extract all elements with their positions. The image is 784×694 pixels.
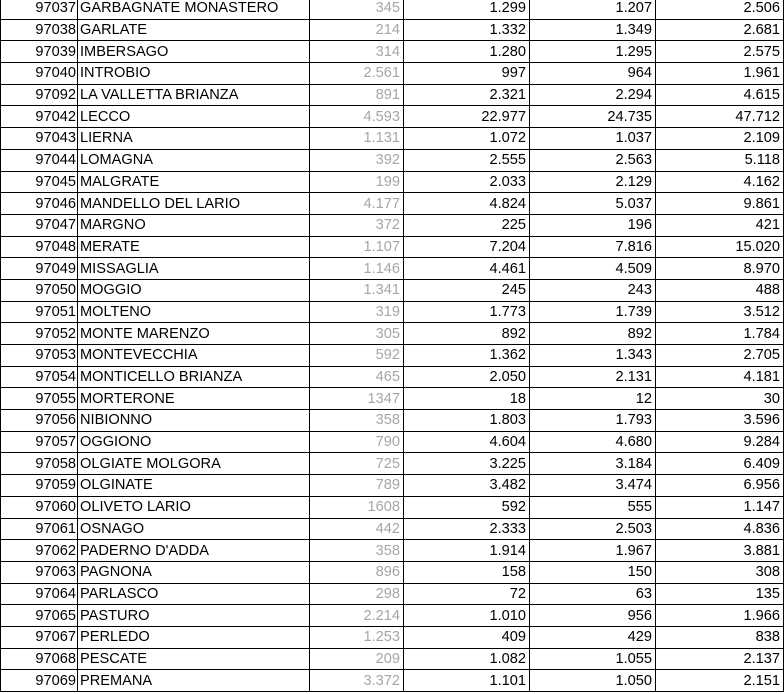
- value-col-4-cell[interactable]: 1.739: [530, 301, 656, 323]
- gray-value-cell[interactable]: 465: [310, 366, 404, 388]
- gray-value-cell[interactable]: 4.593: [310, 106, 404, 128]
- municipality-name-cell[interactable]: IMBERSAGO: [78, 41, 310, 63]
- value-col-4-cell[interactable]: 1.037: [530, 128, 656, 150]
- gray-value-cell[interactable]: 319: [310, 301, 404, 323]
- value-col-4-cell[interactable]: 4.680: [530, 431, 656, 453]
- value-col-5-cell[interactable]: 2.705: [656, 345, 784, 367]
- gray-value-cell[interactable]: 789: [310, 475, 404, 497]
- value-col-4-cell[interactable]: 1.295: [530, 41, 656, 63]
- municipality-name-cell[interactable]: MORTERONE: [78, 388, 310, 410]
- value-col-5-cell[interactable]: 9.861: [656, 193, 784, 215]
- municipality-code-cell[interactable]: 97069: [1, 670, 78, 692]
- table-row: [1, 431, 784, 453]
- municipality-code-cell[interactable]: 97053: [1, 345, 78, 367]
- value-col-5-cell[interactable]: 3.881: [656, 540, 784, 562]
- gray-value-cell[interactable]: 345: [310, 0, 404, 19]
- gray-value-cell[interactable]: 1347: [310, 388, 404, 410]
- gray-value-cell[interactable]: 1608: [310, 496, 404, 518]
- table-row: [1, 236, 784, 258]
- value-col-5-cell[interactable]: 6.409: [656, 453, 784, 475]
- table-row: [1, 626, 784, 648]
- table-row: [1, 670, 784, 692]
- municipality-name-cell[interactable]: PESCATE: [78, 648, 310, 670]
- municipality-code-cell[interactable]: 97050: [1, 279, 78, 301]
- value-col-4-cell[interactable]: 243: [530, 279, 656, 301]
- table-row: [1, 540, 784, 562]
- value-col-3-cell[interactable]: 1.010: [404, 605, 530, 627]
- value-col-3-cell[interactable]: 245: [404, 279, 530, 301]
- municipality-code-cell[interactable]: 97061: [1, 518, 78, 540]
- municipality-code-cell[interactable]: 97047: [1, 214, 78, 236]
- municipality-code-cell[interactable]: 97038: [1, 19, 78, 41]
- value-col-3-cell[interactable]: 2.333: [404, 518, 530, 540]
- gray-value-cell[interactable]: 372: [310, 214, 404, 236]
- municipality-name-cell[interactable]: OGGIONO: [78, 431, 310, 453]
- value-col-5-cell[interactable]: 308: [656, 561, 784, 583]
- municipality-name-cell[interactable]: MOLTENO: [78, 301, 310, 323]
- value-col-5-cell[interactable]: 135: [656, 583, 784, 605]
- municipality-code-cell[interactable]: 97067: [1, 626, 78, 648]
- table-row: [1, 19, 784, 41]
- table-row: [1, 41, 784, 63]
- value-col-5-cell[interactable]: 2.151: [656, 670, 784, 692]
- municipality-name-cell[interactable]: MONTEVECCHIA: [78, 345, 310, 367]
- gray-value-cell[interactable]: 4.177: [310, 193, 404, 215]
- municipality-name-cell[interactable]: PARLASCO: [78, 583, 310, 605]
- value-col-4-cell[interactable]: 2.563: [530, 149, 656, 171]
- municipality-name-cell[interactable]: MOGGIO: [78, 279, 310, 301]
- municipality-code-cell[interactable]: 97064: [1, 583, 78, 605]
- value-col-4-cell[interactable]: 1.967: [530, 540, 656, 562]
- value-col-5-cell[interactable]: 838: [656, 626, 784, 648]
- value-col-4-cell[interactable]: 1.207: [530, 0, 656, 19]
- value-col-4-cell[interactable]: 1.343: [530, 345, 656, 367]
- value-col-5-cell[interactable]: 488: [656, 279, 784, 301]
- gray-value-cell[interactable]: 314: [310, 41, 404, 63]
- table-row: [1, 149, 784, 171]
- value-col-3-cell[interactable]: 4.604: [404, 431, 530, 453]
- value-col-3-cell[interactable]: 22.977: [404, 106, 530, 128]
- table-row: [1, 301, 784, 323]
- value-col-5-cell[interactable]: 9.284: [656, 431, 784, 453]
- municipality-code-cell[interactable]: 97058: [1, 453, 78, 475]
- municipality-code-cell[interactable]: 97059: [1, 475, 78, 497]
- municipality-code-cell[interactable]: 97060: [1, 496, 78, 518]
- municipality-name-cell[interactable]: OLGINATE: [78, 475, 310, 497]
- value-col-5-cell[interactable]: 2.506: [656, 0, 784, 19]
- value-col-3-cell[interactable]: 4.824: [404, 193, 530, 215]
- gray-value-cell[interactable]: 1.253: [310, 626, 404, 648]
- table-row: [1, 475, 784, 497]
- value-col-5-cell[interactable]: 3.596: [656, 410, 784, 432]
- value-col-4-cell[interactable]: 5.037: [530, 193, 656, 215]
- municipality-name-cell[interactable]: PREMANA: [78, 670, 310, 692]
- municipality-name-cell[interactable]: PAGNONA: [78, 561, 310, 583]
- value-col-5-cell[interactable]: 2.109: [656, 128, 784, 150]
- municipality-code-cell[interactable]: 97044: [1, 149, 78, 171]
- municipality-name-cell[interactable]: NIBIONNO: [78, 410, 310, 432]
- table-row: [1, 171, 784, 193]
- value-col-4-cell[interactable]: 3.474: [530, 475, 656, 497]
- value-col-5-cell[interactable]: 2.575: [656, 41, 784, 63]
- table-row: [1, 0, 784, 19]
- gray-value-cell[interactable]: 790: [310, 431, 404, 453]
- value-col-4-cell[interactable]: 12: [530, 388, 656, 410]
- value-col-4-cell[interactable]: 1.793: [530, 410, 656, 432]
- table-row: [1, 345, 784, 367]
- value-col-3-cell[interactable]: 1.362: [404, 345, 530, 367]
- gray-value-cell[interactable]: 725: [310, 453, 404, 475]
- table-row: [1, 323, 784, 345]
- gray-value-cell[interactable]: 358: [310, 410, 404, 432]
- table-body: [1, 0, 784, 692]
- gray-value-cell[interactable]: 209: [310, 648, 404, 670]
- gray-value-cell[interactable]: 358: [310, 540, 404, 562]
- value-col-5-cell[interactable]: 1.961: [656, 63, 784, 85]
- value-col-3-cell[interactable]: 18: [404, 388, 530, 410]
- value-col-3-cell[interactable]: 2.033: [404, 171, 530, 193]
- municipality-code-cell[interactable]: 97092: [1, 84, 78, 106]
- value-col-5-cell[interactable]: 2.137: [656, 648, 784, 670]
- value-col-5-cell[interactable]: 2.681: [656, 19, 784, 41]
- municipality-code-cell[interactable]: 97057: [1, 431, 78, 453]
- value-col-5-cell[interactable]: 4.181: [656, 366, 784, 388]
- value-col-4-cell[interactable]: 1.055: [530, 648, 656, 670]
- value-col-4-cell[interactable]: 1.349: [530, 19, 656, 41]
- value-col-3-cell[interactable]: 3.482: [404, 475, 530, 497]
- municipality-name-cell[interactable]: MONTE MARENZO: [78, 323, 310, 345]
- value-col-4-cell[interactable]: 3.184: [530, 453, 656, 475]
- municipality-name-cell[interactable]: LOMAGNA: [78, 149, 310, 171]
- municipality-code-cell[interactable]: 97052: [1, 323, 78, 345]
- gray-value-cell[interactable]: 2.561: [310, 63, 404, 85]
- value-col-3-cell[interactable]: 1.299: [404, 0, 530, 19]
- value-col-3-cell[interactable]: 4.461: [404, 258, 530, 280]
- value-col-3-cell[interactable]: 1.280: [404, 41, 530, 63]
- gray-value-cell[interactable]: 1.146: [310, 258, 404, 280]
- value-col-3-cell[interactable]: 1.803: [404, 410, 530, 432]
- municipality-name-cell[interactable]: MANDELLO DEL LARIO: [78, 193, 310, 215]
- table-row: [1, 410, 784, 432]
- value-col-3-cell[interactable]: 1.914: [404, 540, 530, 562]
- value-col-4-cell[interactable]: 63: [530, 583, 656, 605]
- gray-value-cell[interactable]: 199: [310, 171, 404, 193]
- value-col-4-cell[interactable]: 7.816: [530, 236, 656, 258]
- value-col-5-cell[interactable]: 5.118: [656, 149, 784, 171]
- table-row: [1, 518, 784, 540]
- municipality-code-cell[interactable]: 97056: [1, 410, 78, 432]
- table-row: [1, 84, 784, 106]
- value-col-3-cell[interactable]: 1.082: [404, 648, 530, 670]
- value-col-3-cell[interactable]: 1.332: [404, 19, 530, 41]
- table-row: [1, 63, 784, 85]
- gray-value-cell[interactable]: 1.107: [310, 236, 404, 258]
- municipality-name-cell[interactable]: MONTICELLO BRIANZA: [78, 366, 310, 388]
- table-row: [1, 388, 784, 410]
- municipality-code-cell[interactable]: 97042: [1, 106, 78, 128]
- table-row: [1, 193, 784, 215]
- table-row: [1, 561, 784, 583]
- value-col-5-cell[interactable]: 421: [656, 214, 784, 236]
- value-col-3-cell[interactable]: 158: [404, 561, 530, 583]
- table-row: [1, 453, 784, 475]
- gray-value-cell[interactable]: 891: [310, 84, 404, 106]
- table-row: [1, 496, 784, 518]
- municipality-name-cell[interactable]: GARBAGNATE MONASTERO: [78, 0, 310, 19]
- gray-value-cell[interactable]: 1.131: [310, 128, 404, 150]
- municipality-name-cell[interactable]: MALGRATE: [78, 171, 310, 193]
- table-row: [1, 258, 784, 280]
- table-row: [1, 106, 784, 128]
- value-col-3-cell[interactable]: 3.225: [404, 453, 530, 475]
- municipality-name-cell[interactable]: PERLEDO: [78, 626, 310, 648]
- municipality-code-cell[interactable]: 97046: [1, 193, 78, 215]
- value-col-3-cell[interactable]: 1.101: [404, 670, 530, 692]
- municipality-code-cell[interactable]: 97051: [1, 301, 78, 323]
- gray-value-cell[interactable]: 298: [310, 583, 404, 605]
- value-col-4-cell[interactable]: 2.503: [530, 518, 656, 540]
- municipality-name-cell[interactable]: GARLATE: [78, 19, 310, 41]
- table-row: [1, 366, 784, 388]
- municipality-code-cell[interactable]: 97043: [1, 128, 78, 150]
- value-col-4-cell[interactable]: 892: [530, 323, 656, 345]
- value-col-4-cell[interactable]: 150: [530, 561, 656, 583]
- value-col-3-cell[interactable]: 409: [404, 626, 530, 648]
- value-col-5-cell[interactable]: 30: [656, 388, 784, 410]
- value-col-4-cell[interactable]: 2.129: [530, 171, 656, 193]
- value-col-5-cell[interactable]: 47.712: [656, 106, 784, 128]
- gray-value-cell[interactable]: 1.341: [310, 279, 404, 301]
- gray-value-cell[interactable]: 592: [310, 345, 404, 367]
- municipality-name-cell[interactable]: MARGNO: [78, 214, 310, 236]
- value-col-4-cell[interactable]: 964: [530, 63, 656, 85]
- municipality-code-cell[interactable]: 97062: [1, 540, 78, 562]
- value-col-4-cell[interactable]: 555: [530, 496, 656, 518]
- value-col-5-cell[interactable]: 1.966: [656, 605, 784, 627]
- value-col-3-cell[interactable]: 1.773: [404, 301, 530, 323]
- gray-value-cell[interactable]: 2.214: [310, 605, 404, 627]
- municipality-code-cell[interactable]: 97039: [1, 41, 78, 63]
- value-col-4-cell[interactable]: 4.509: [530, 258, 656, 280]
- value-col-4-cell[interactable]: 429: [530, 626, 656, 648]
- municipality-code-cell[interactable]: 97065: [1, 605, 78, 627]
- municipality-name-cell[interactable]: INTROBIO: [78, 63, 310, 85]
- value-col-5-cell[interactable]: 4.615: [656, 84, 784, 106]
- municipality-code-cell[interactable]: 97068: [1, 648, 78, 670]
- municipality-code-cell[interactable]: 97048: [1, 236, 78, 258]
- municipality-name-cell[interactable]: PASTURO: [78, 605, 310, 627]
- value-col-3-cell[interactable]: 997: [404, 63, 530, 85]
- municipality-name-cell[interactable]: OLIVETO LARIO: [78, 496, 310, 518]
- municipality-name-cell[interactable]: MERATE: [78, 236, 310, 258]
- gray-value-cell[interactable]: 214: [310, 19, 404, 41]
- value-col-4-cell[interactable]: 2.294: [530, 84, 656, 106]
- municipality-name-cell[interactable]: LA VALLETTA BRIANZA: [78, 84, 310, 106]
- gray-value-cell[interactable]: 305: [310, 323, 404, 345]
- municipality-name-cell[interactable]: PADERNO D'ADDA: [78, 540, 310, 562]
- value-col-4-cell[interactable]: 24.735: [530, 106, 656, 128]
- municipality-code-cell[interactable]: 97040: [1, 63, 78, 85]
- value-col-3-cell[interactable]: 2.050: [404, 366, 530, 388]
- value-col-4-cell[interactable]: 2.131: [530, 366, 656, 388]
- municipality-code-cell[interactable]: 97055: [1, 388, 78, 410]
- table-row: [1, 214, 784, 236]
- value-col-5-cell[interactable]: 6.956: [656, 475, 784, 497]
- gray-value-cell[interactable]: 3.372: [310, 670, 404, 692]
- table-row: [1, 128, 784, 150]
- value-col-3-cell[interactable]: 2.321: [404, 84, 530, 106]
- table-row: [1, 583, 784, 605]
- municipality-code-cell[interactable]: 97054: [1, 366, 78, 388]
- municipality-name-cell[interactable]: MISSAGLIA: [78, 258, 310, 280]
- municipality-code-cell[interactable]: 97063: [1, 561, 78, 583]
- value-col-5-cell[interactable]: 8.970: [656, 258, 784, 280]
- municipality-name-cell[interactable]: OSNAGO: [78, 518, 310, 540]
- value-col-5-cell[interactable]: 1.147: [656, 496, 784, 518]
- value-col-3-cell[interactable]: 592: [404, 496, 530, 518]
- table-row: [1, 279, 784, 301]
- value-col-5-cell[interactable]: 4.162: [656, 171, 784, 193]
- value-col-3-cell[interactable]: 225: [404, 214, 530, 236]
- value-col-3-cell[interactable]: 892: [404, 323, 530, 345]
- value-col-3-cell[interactable]: 72: [404, 583, 530, 605]
- municipality-code-cell[interactable]: 97037: [1, 0, 78, 19]
- value-col-4-cell[interactable]: 196: [530, 214, 656, 236]
- municipality-code-cell[interactable]: 97049: [1, 258, 78, 280]
- value-col-5-cell[interactable]: 4.836: [656, 518, 784, 540]
- value-col-5-cell[interactable]: 3.512: [656, 301, 784, 323]
- value-col-5-cell[interactable]: 1.784: [656, 323, 784, 345]
- municipality-name-cell[interactable]: LECCO: [78, 106, 310, 128]
- municipality-code-cell[interactable]: 97045: [1, 171, 78, 193]
- value-col-5-cell[interactable]: 15.020: [656, 236, 784, 258]
- gray-value-cell[interactable]: 392: [310, 149, 404, 171]
- municipality-name-cell[interactable]: LIERNA: [78, 128, 310, 150]
- value-col-3-cell[interactable]: 7.204: [404, 236, 530, 258]
- value-col-4-cell[interactable]: 1.050: [530, 670, 656, 692]
- gray-value-cell[interactable]: 442: [310, 518, 404, 540]
- value-col-3-cell[interactable]: 1.072: [404, 128, 530, 150]
- table-row: [1, 605, 784, 627]
- value-col-4-cell[interactable]: 956: [530, 605, 656, 627]
- gray-value-cell[interactable]: 896: [310, 561, 404, 583]
- value-col-3-cell[interactable]: 2.555: [404, 149, 530, 171]
- table-row: [1, 648, 784, 670]
- municipality-name-cell[interactable]: OLGIATE MOLGORA: [78, 453, 310, 475]
